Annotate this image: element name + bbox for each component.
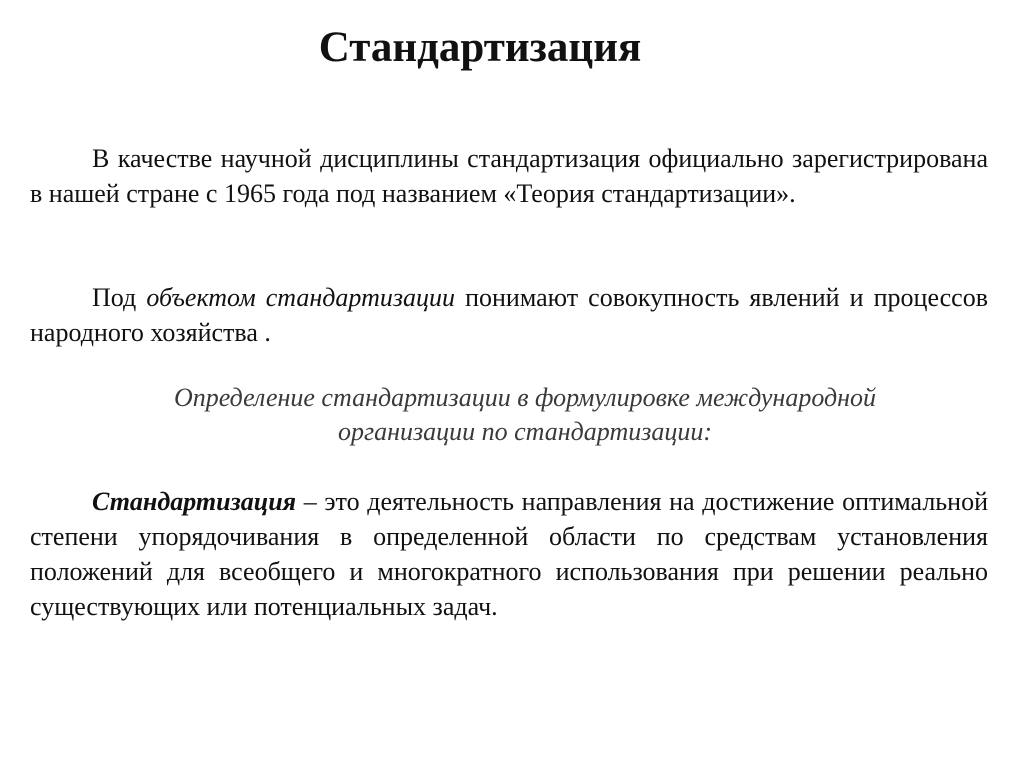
definition-term: Стандартизация xyxy=(92,487,297,516)
paragraph-history-text: В качестве научной дисциплины стандартизация официально зарегистрирована в нашей стране с 1965 года под названием «Теория стандартизации». xyxy=(30,144,988,208)
paragraph-history xyxy=(30,141,988,211)
paragraph-object xyxy=(30,280,988,350)
paragraph-definition xyxy=(30,484,988,624)
definition-heading xyxy=(100,381,950,449)
paragraph-object-emphasis: объектом стандартизации xyxy=(146,283,456,312)
definition-text: – это деятельность направления на достижение оптимальной степени упорядочивания в определенной области по средствам установления положений для всеобщего и многократного использования при решении реально существующих или потенциальных задач. xyxy=(30,487,988,621)
paragraph-object-rest: понимают совокупность явлений и процессов народного хозяйства . xyxy=(30,283,988,347)
definition-heading-line1: Определение стандартизации в формулировке международной xyxy=(173,383,877,412)
paragraph-object-lead: Под xyxy=(92,283,147,312)
slide-title: Стандартизация xyxy=(318,24,642,71)
definition-heading-line2: организации по стандартизации: xyxy=(337,417,713,446)
